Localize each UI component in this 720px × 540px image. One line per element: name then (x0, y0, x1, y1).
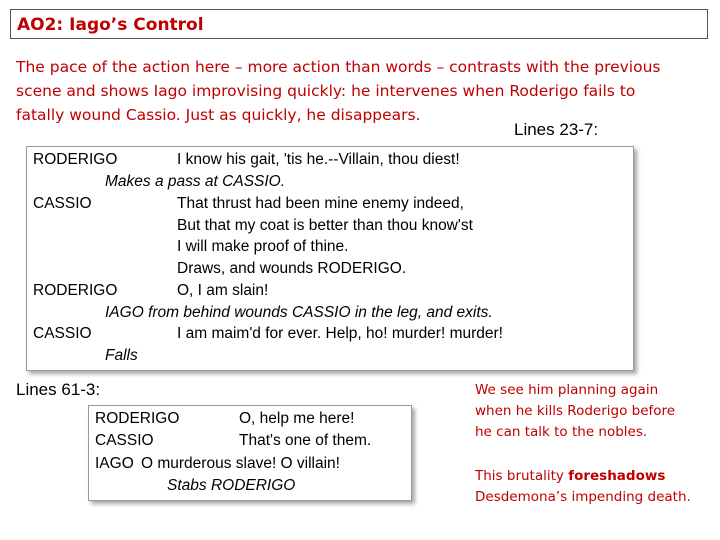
speech-line: O, help me here! (239, 410, 355, 427)
speech-line: Draws, and wounds RODERIGO. (177, 260, 407, 277)
speech-line: I am maim'd for ever. Help, ho! murder! murder! (177, 325, 503, 342)
quote2-heading: Lines 61-3: (16, 380, 101, 399)
intro-line: fatally wound Cassio. Just as quickly, he disappears. (16, 106, 421, 124)
speech-line: O, I am slain! (177, 282, 269, 299)
quote1-heading: Lines 23-7: (514, 120, 599, 139)
quote2-box (88, 405, 412, 501)
speaker: CASSIO (33, 195, 92, 212)
note-line: Desdemona’s impending death. (475, 489, 691, 505)
stage-direction: IAGO from behind wounds CASSIO in the leg, and exits. (105, 304, 493, 321)
speech-line: O murderous slave! O villain! (141, 455, 340, 472)
intro-paragraph (16, 55, 706, 127)
speaker: RODERIGO (95, 410, 180, 427)
note-line: he can talk to the nobles. (475, 424, 648, 440)
note-line: when he kills Roderigo before (475, 403, 676, 419)
stage-direction: Stabs RODERIGO (167, 477, 296, 494)
speaker: CASSIO (33, 325, 92, 342)
note-planning (475, 380, 715, 443)
speaker: CASSIO (95, 432, 154, 449)
note-line (475, 466, 715, 487)
speech-line: But that my coat is better than thou know'st (177, 217, 473, 234)
speech-line: That thrust had been mine enemy indeed, (177, 195, 464, 212)
note-line: We see him planning again (475, 382, 659, 398)
intro-line: The pace of the action here – more action than words – contrasts with the previous (16, 58, 661, 76)
speaker: RODERIGO (33, 151, 118, 168)
speech-line: That's one of them. (239, 432, 372, 449)
intro-line: scene and shows Iago improvising quickly: he intervenes when Roderigo fails to (16, 82, 636, 100)
stage-direction: Falls (105, 347, 138, 364)
stage-direction: Makes a pass at CASSIO. (105, 173, 286, 190)
note-text: This brutality (475, 468, 569, 484)
speech-line: I will make proof of thine. (177, 238, 349, 255)
slide-title: AO2: Iago’s Control (17, 15, 204, 35)
title-box (10, 9, 708, 39)
speaker: RODERIGO (33, 282, 118, 299)
speech-line: I know his gait, 'tis he.--Villain, thou diest! (177, 151, 460, 168)
emphasis-word: foreshadows (568, 468, 666, 484)
quote1-box (26, 146, 634, 371)
note-foreshadowing (475, 466, 715, 508)
speaker: IAGO (95, 455, 134, 472)
